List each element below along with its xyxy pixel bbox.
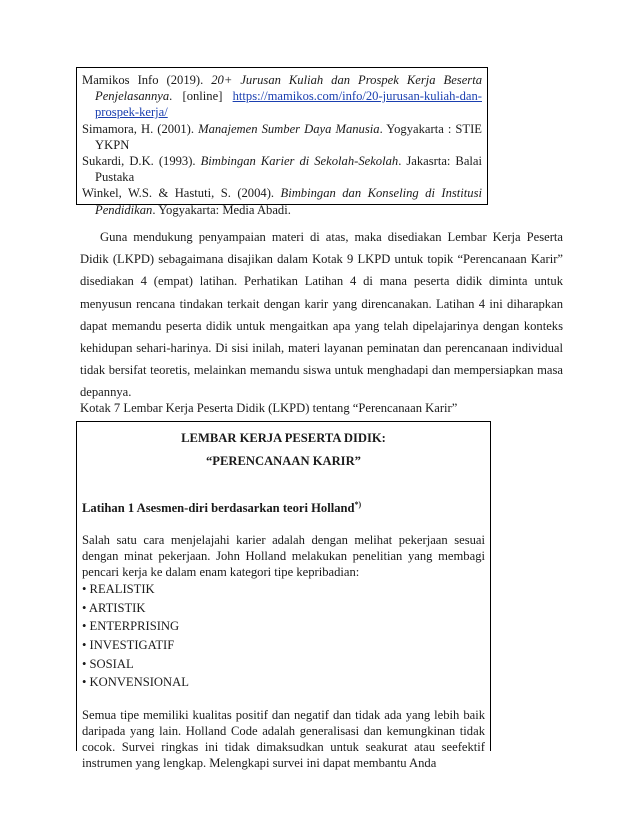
exercise-intro: Salah satu cara menjelajahi karier adalah dengan melihat pekerjaan sesuai dengan minat pekerjaan. John Holland melakukan penelitian yang membagi pencari kerja ke dalam enam kategori tipe kepribadian: [82,532,485,579]
box-caption: Kotak 7 Lembar Kerja Peserta Didik (LKPD) tentang “Perencanaan Karir” [80,401,458,415]
reference-entry: Sukardi, D.K. (1993). Bimbingan Karier di Sekolah-Sekolah. Jakasrta: Balai Pustaka [82,154,482,185]
reference-entry: Winkel, W.S. & Hastuti, S. (2004). Bimbingan dan Konseling di Institusi Pendidikan. Yogyakarta: Media Abadi. [82,186,482,217]
references-box [76,67,488,217]
list-item: • ENTERPRISING [82,619,180,634]
list-item: • KONVENSIONAL [82,675,189,690]
list-item: • SOSIAL [82,656,134,671]
reference-entry: Mamikos Info (2019). 20+ Jurusan Kuliah dan Prospek Kerja Beserta Penjelasannya. [online] https://mamikos.com/info/20-jurusan-kuliah-dan-prospek-kerja/ [82,73,482,120]
list-item: • ARTISTIK [82,600,146,615]
list-item: • INVESTIGATIF [82,637,175,652]
exercise-closing: Semua tipe memiliki kualitas positif dan negatif dan tidak ada yang lebih baik daripada yang lain. Holland Code adalah generalisasi dan kemungkinan tidak cocok. Survei ringkas ini tidak dimaksudkan untuk seakurat atau seefektif instrumen yang lengkap. Melengkapi survei ini dapat membantu Anda [82,707,485,771]
body-paragraph: Guna mendukung penyampaian materi di atas, maka disediakan Lembar Kerja Peserta Didik (LKPD) sebagaimana disajikan dalam Kotak 9 LKPD untuk topik “Perencanaan Karir” disediakan 4 (empat) latihan. Perhatikan Latihan 4 di mana peserta didik diminta untuk menyusun rencana tindakan terkait dengan karir yang direncanakan. Latihan 4 ini diharapkan dapat memandu peserta didik untuk mengaitkan apa yang telah dipelajarinya dengan konteks kehidupan sehari-harinya. Di sisi inilah, materi layanan peminatan dan perencanaan individual tidak bersifat teoretis, melainkan memandu siswa untuk menghadapi dan mempersiapkan masa depannya. [80,230,563,400]
lkpd-subtitle: “PERENCANAAN KARIR” [206,454,361,468]
personality-type-list [82,580,485,692]
lkpd-box [76,421,491,771]
exercise-heading: Latihan 1 Asesmen-diri berdasarkan teori Holland*) [82,500,362,516]
reference-entry: Simamora, H. (2001). Manajemen Sumber Daya Manusia. Yogyakarta : STIE YKPN [82,121,482,152]
reference-link[interactable]: https://mamikos.com/info/20-jurusan-kuliah-dan-prospek-kerja/ [95,89,482,120]
lkpd-title: LEMBAR KERJA PESERTA DIDIK: [181,431,386,445]
list-item: • REALISTIK [82,582,155,597]
